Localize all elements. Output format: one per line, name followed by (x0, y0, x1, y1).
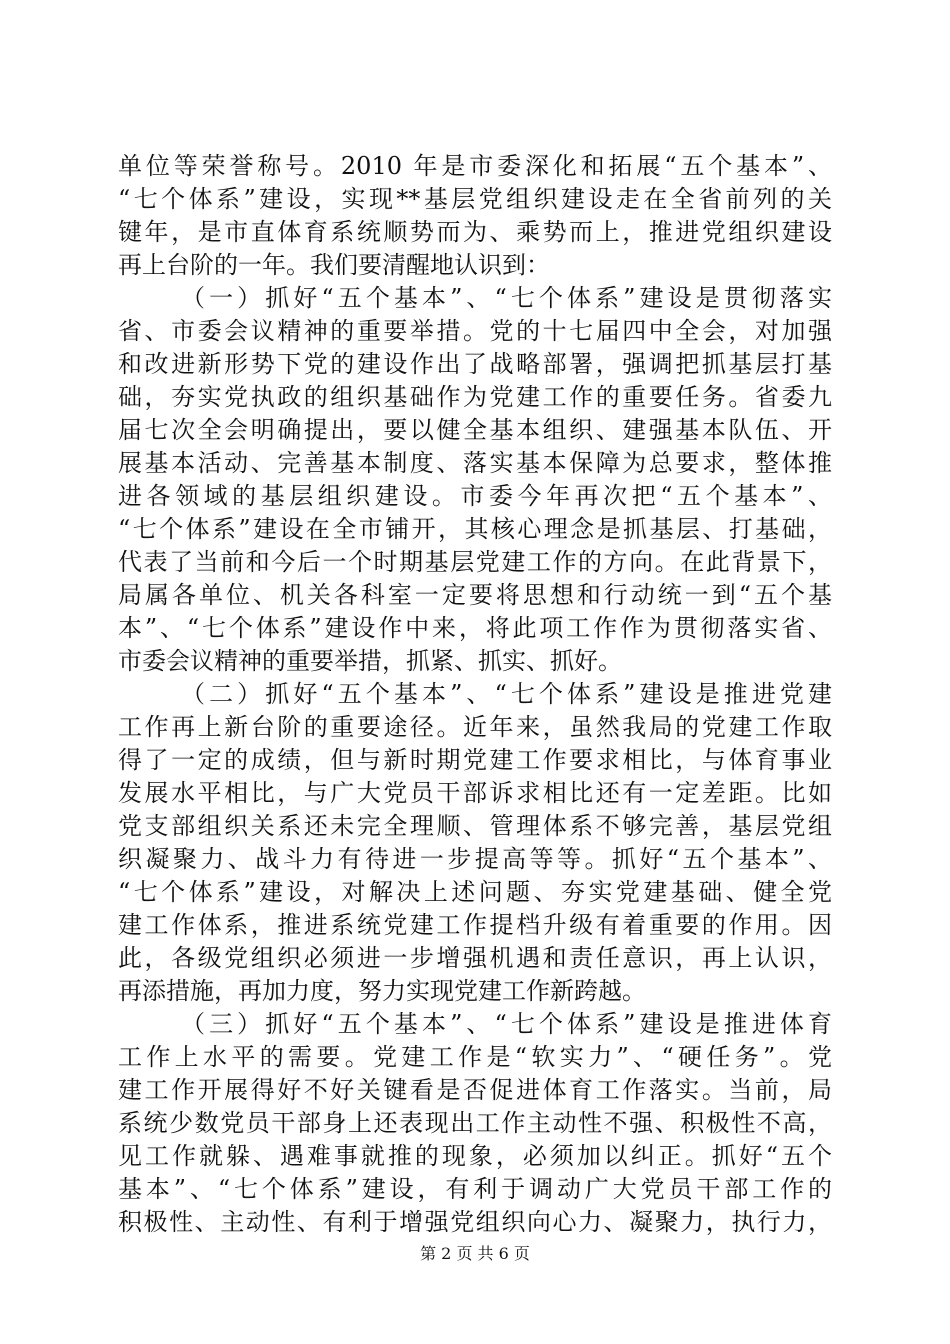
text-line: 届七次全会明确提出，要以健全基本组织、建强基本队伍、开 (118, 416, 832, 444)
text-line: 局属各单位、机关各科室一定要将思想和行动统一到“五个基 (118, 581, 832, 609)
text-line: 工作上水平的需要。党建工作是“软实力”、“硬任务”。党 (118, 1043, 832, 1071)
text-line: 见工作就躲、遇难事就推的现象，必须加以纠正。抓好“五个 (118, 1142, 832, 1170)
text-line: （三）抓好“五个基本”、“七个体系”建设是推进体育 (181, 1010, 832, 1038)
text-line: 进各领域的基层组织建设。市委今年再次把“五个基本”、 (118, 482, 832, 510)
text-line: 积极性、主动性、有利于增强党组织向心力、凝聚力，执行力， (118, 1208, 832, 1236)
text-line: 和改进新形势下党的建设作出了战略部署，强调把抓基层打基 (118, 350, 832, 378)
text-line: 此，各级党组织必须进一步增强机遇和责任意识，再上认识， (118, 944, 832, 972)
text-line: 得了一定的成绩，但与新时期党建工作要求相比，与体育事业 (118, 746, 832, 774)
text-line: 建工作体系，推进系统党建工作提档升级有着重要的作用。因 (118, 911, 832, 939)
text-line: “七个体系”建设，对解决上述问题、夯实党建基础、健全党 (118, 878, 832, 906)
text-line: （二）抓好“五个基本”、“七个体系”建设是推进党建 (181, 680, 832, 708)
text-line: “七个体系”建设，实现**基层党组织建设走在全省前列的关 (118, 185, 832, 213)
text-line: （一）抓好“五个基本”、“七个体系”建设是贯彻落实 (181, 284, 832, 312)
page-footer: 第 2 页 共 6 页 (420, 1244, 530, 1263)
text-line: 党支部组织关系还未完全理顺、管理体系不够完善，基层党组 (118, 812, 832, 840)
text-line: 省、市委会议精神的重要举措。党的十七届四中全会，对加强 (118, 317, 832, 345)
text-line: 再上台阶的一年。我们要清醒地认识到： (118, 251, 550, 279)
text-line: 展基本活动、完善基本制度、落实基本保障为总要求，整体推 (118, 449, 832, 477)
text-line: 发展水平相比，与广大党员干部诉求相比还有一定差距。比如 (118, 779, 832, 807)
document-body (118, 150, 832, 1239)
text-line: 市委会议精神的重要举措，抓紧、抓实、抓好。 (118, 647, 622, 675)
text-line: 工作再上新台阶的重要途径。近年来，虽然我局的党建工作取 (118, 713, 832, 741)
text-line: 本”、“七个体系”建设作中来，将此项工作作为贯彻落实省、 (118, 614, 832, 642)
text-line: 基本”、“七个体系”建设，有利于调动广大党员干部工作的 (118, 1175, 832, 1203)
text-line: 单位等荣誉称号。2010 年是市委深化和拓展“五个基本”、 (118, 152, 832, 180)
text-line: “七个体系”建设在全市铺开，其核心理念是抓基层、打基础， (118, 515, 832, 543)
text-line: 织凝聚力、战斗力有待进一步提高等等。抓好“五个基本”、 (118, 845, 832, 873)
text-line: 代表了当前和今后一个时期基层党建工作的方向。在此背景下， (118, 548, 832, 576)
text-line: 础，夯实党执政的组织基础作为党建工作的重要任务。省委九 (118, 383, 832, 411)
text-line: 建工作开展得好不好关键看是否促进体育工作落实。当前，局 (118, 1076, 832, 1104)
text-line: 键年，是市直体育系统顺势而为、乘势而上，推进党组织建设 (118, 218, 832, 246)
text-line: 再添措施，再加力度，努力实现党建工作新跨越。 (118, 977, 646, 1005)
text-line: 系统少数党员干部身上还表现出工作主动性不强、积极性不高， (118, 1109, 832, 1137)
